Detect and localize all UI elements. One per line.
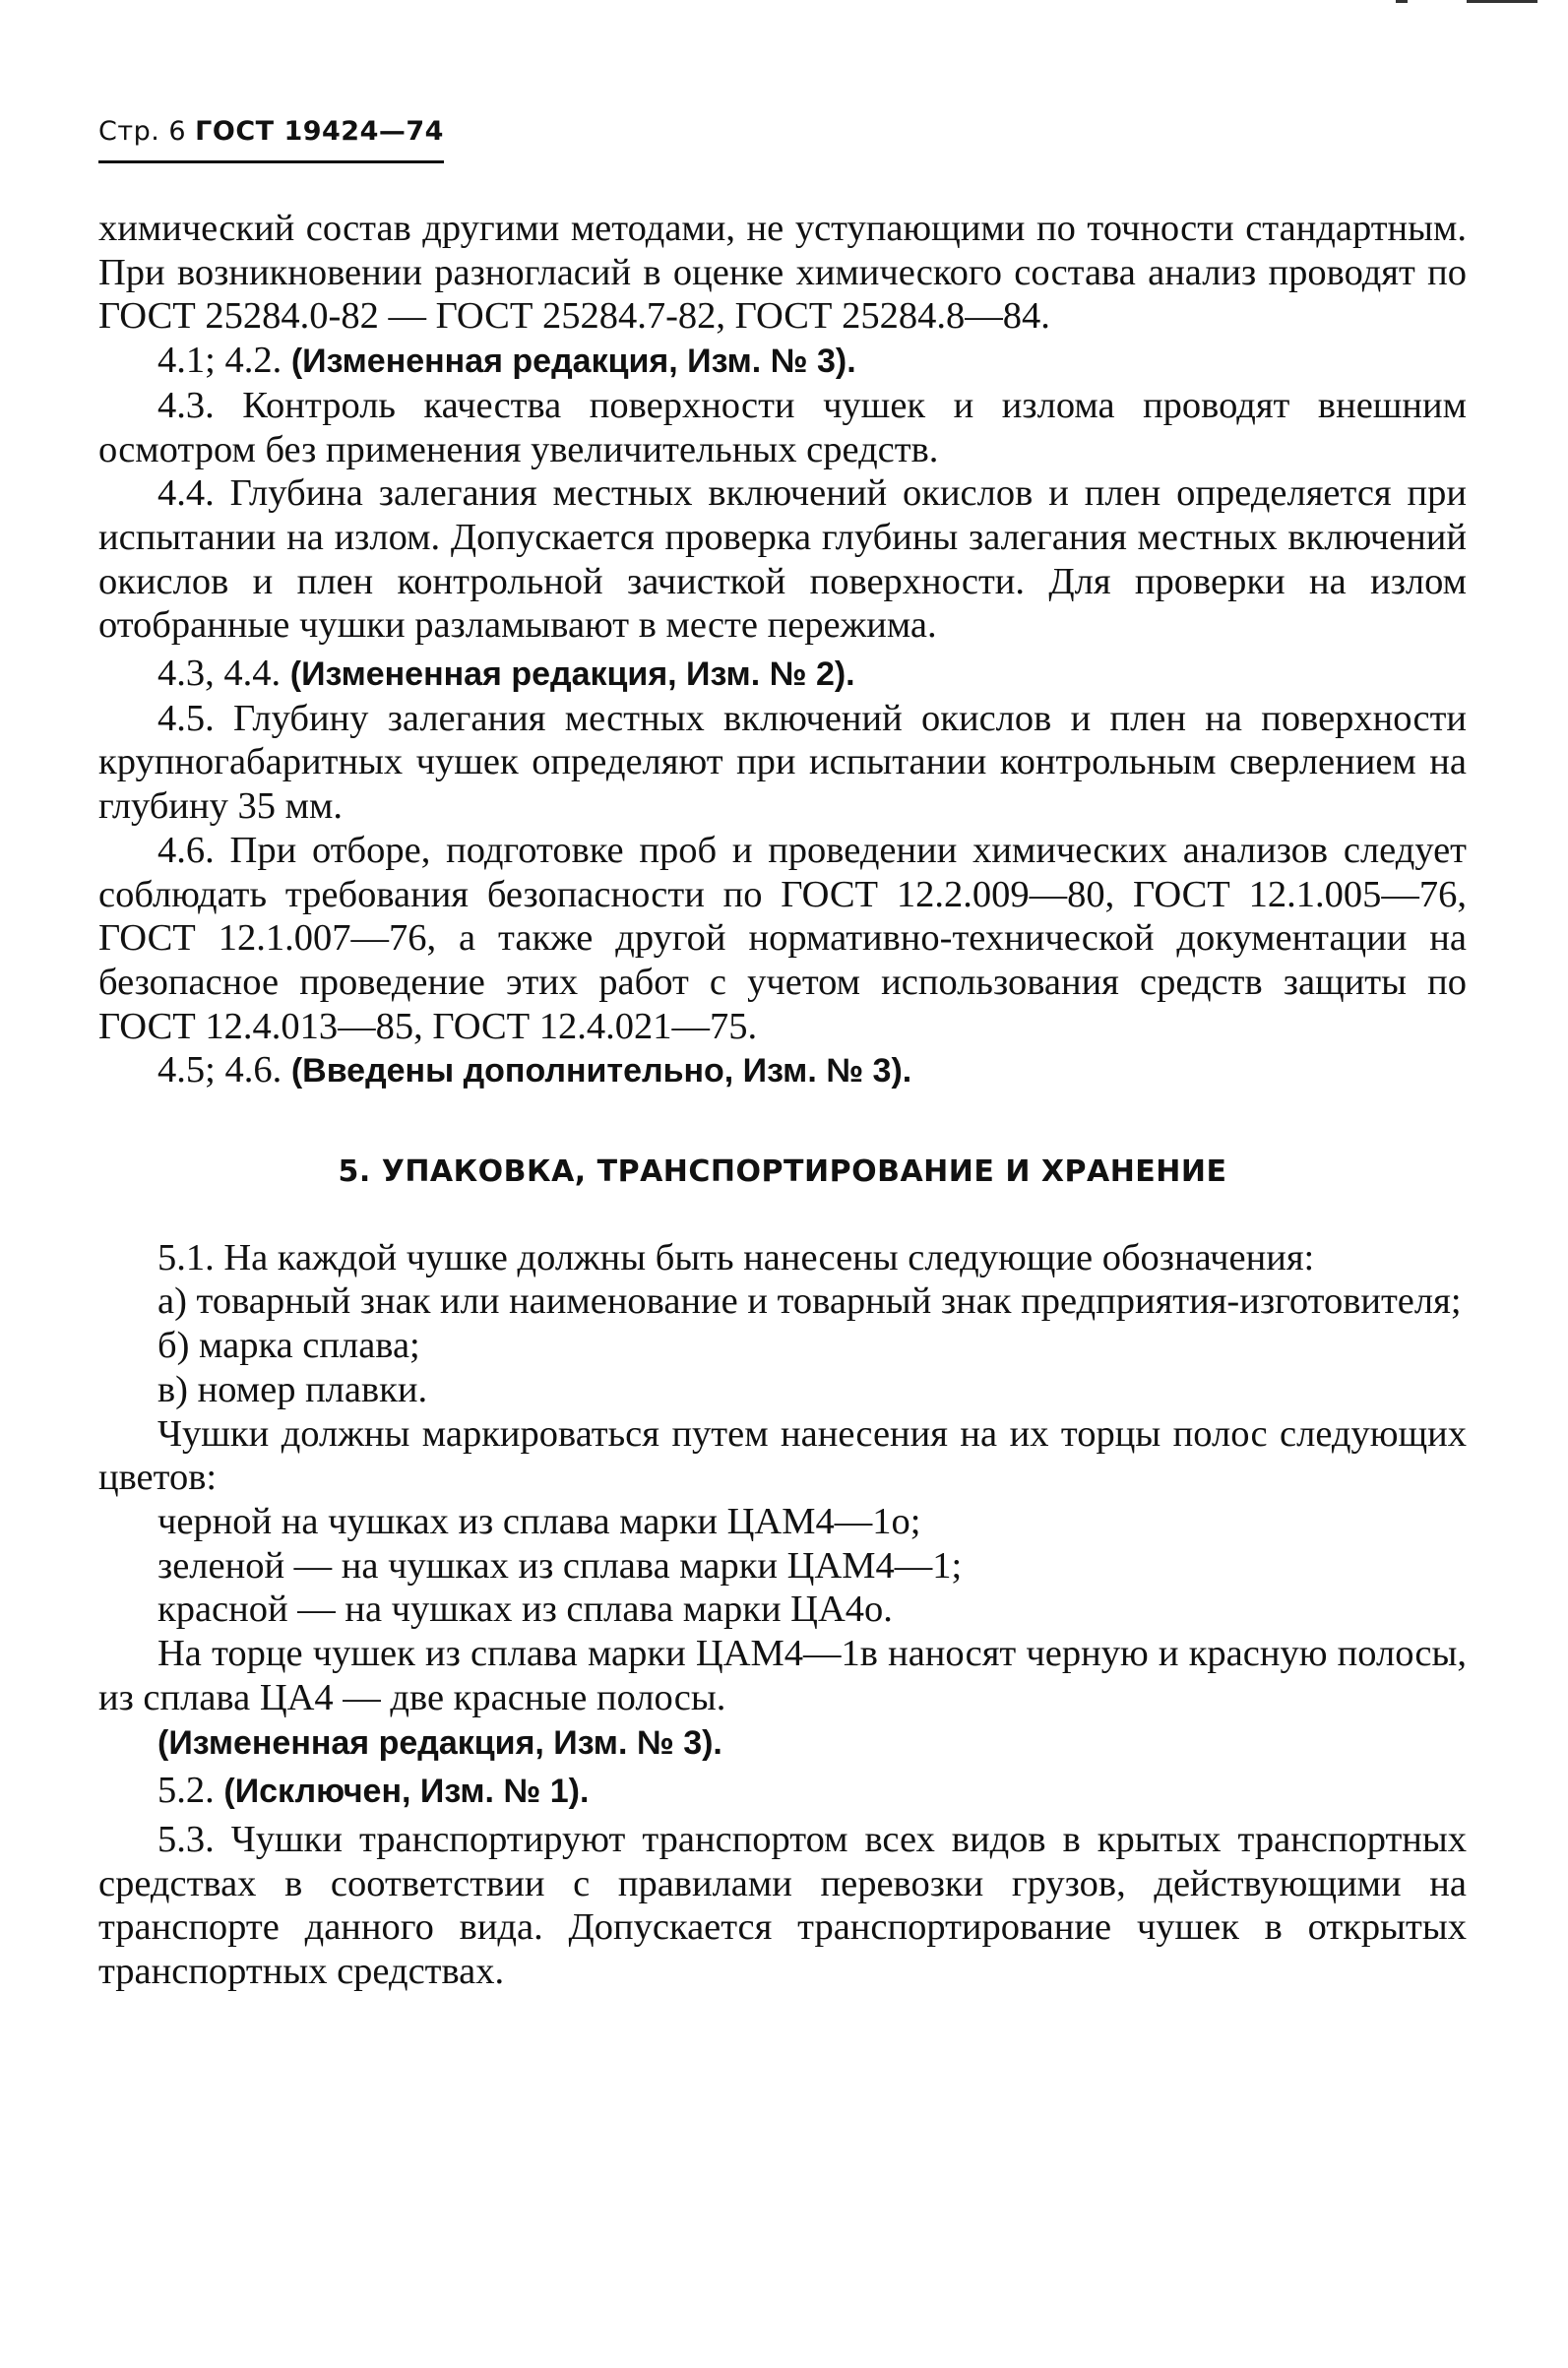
amendment-note — [98, 339, 1467, 384]
clause-ref: 4.5; 4.6. — [157, 1049, 282, 1091]
paragraph: 4.6. При отборе, подготовке проб и проведении химических анализов следует соблюдать требования безопасности по ГОСТ 12.2.009—80, ГОСТ 12.1.005—76, ГОСТ 12.1.007—76, а также другой нормативно-технической документации на безопасное проведение этих работ с учетом использования средств защиты по ГОСТ 12.4.013—85, ГОСТ 12.4.021—75. — [98, 829, 1467, 1047]
page-number: Стр. 6 — [98, 116, 187, 147]
clause-ref: 4.1; 4.2. — [157, 340, 282, 382]
amendment-text: (Измененная редакция, Изм. № 2). — [289, 655, 855, 694]
scan-edge-mark — [1396, 0, 1408, 3]
paragraph: 5.1. На каждой чушке должны быть нанесены следующие обозначения: — [157, 1236, 1315, 1278]
amendment-note — [98, 1720, 1467, 1766]
amendment-text: (Измененная редакция, Изм. № 3). — [290, 343, 856, 381]
paragraph: химический состав другими методами, не уступающими по точности стандартным. При возникновении разногласий в оценке химического состава анализ проводят по ГОСТ 25284.0-82 — ГОСТ 25284.7-82, ГОСТ 25284.8—84. — [98, 208, 1467, 338]
list-item: б) марка сплава; — [157, 1325, 420, 1367]
amendment-note — [98, 652, 1467, 697]
document-page — [98, 116, 1467, 1994]
section-title: 5. УПАКОВКА, ТРАНСПОРТИРОВАНИЕ И ХРАНЕНИЕ — [338, 1154, 1227, 1190]
list-item: черной на чушках из сплава марки ЦАМ4—1о; — [157, 1500, 921, 1542]
paragraph: 5.3. Чушки транспортируют транспортом всех видов в крытых транспортных средствах в соответствии с правилами перевозки грузов, действующими на транспорте данного вида. Допускается транспортирование чушек в открытых транспортных средствах. — [98, 1818, 1467, 1993]
clause-ref: 5.2. — [157, 1770, 215, 1812]
standard-number: ГОСТ 19424—74 — [195, 116, 444, 147]
amendment-note — [98, 1048, 1467, 1093]
amendment-note — [98, 1769, 1467, 1814]
amendment-text: (Измененная редакция, Изм. № 3). — [157, 1723, 722, 1762]
list-item: красной — на чушках из сплава марки ЦА4о. — [157, 1589, 893, 1631]
paragraph: 4.3. Контроль качества поверхности чушек и излома проводят внешним осмотром без применения увеличительных средств. — [98, 384, 1467, 470]
paragraph: 4.5. Глубину залегания местных включений окислов и плен на поверхности крупногабаритных чушек определяют при испытании контрольным сверлением на глубину 35 мм. — [98, 697, 1467, 828]
amendment-text: (Введены дополнительно, Изм. № 3). — [290, 1052, 912, 1091]
amendment-text: (Исключен, Изм. № 1). — [223, 1773, 590, 1811]
clause-ref: 4.3, 4.4. — [157, 653, 282, 695]
page-header — [98, 116, 444, 163]
paragraph: 4.4. Глубина залегания местных включений окислов и плен определяется при испытании на излом. Допускается проверка глубины залегания местных включений окислов и плен контрольной зачисткой поверхности. Для проверки на излом отобранные чушки разламывают в месте пережима. — [98, 472, 1467, 647]
list-item: зеленой — на чушках из сплава марки ЦАМ4—1; — [157, 1544, 963, 1587]
list-item: а) товарный знак или наименование и товарный знак предприятия-изготовителя; — [157, 1280, 1462, 1323]
body-text — [98, 207, 1467, 1994]
list-item: в) номер плавки. — [157, 1368, 428, 1410]
scan-edge-mark — [1467, 0, 1537, 3]
paragraph: На торце чушек из сплава марки ЦАМ4—1в наносят черную и красную полосы, из сплава ЦА4 — две красные полосы. — [98, 1633, 1467, 1718]
paragraph: Чушки должны маркироваться путем нанесения на их торцы полос следующих цветов: — [98, 1412, 1467, 1499]
